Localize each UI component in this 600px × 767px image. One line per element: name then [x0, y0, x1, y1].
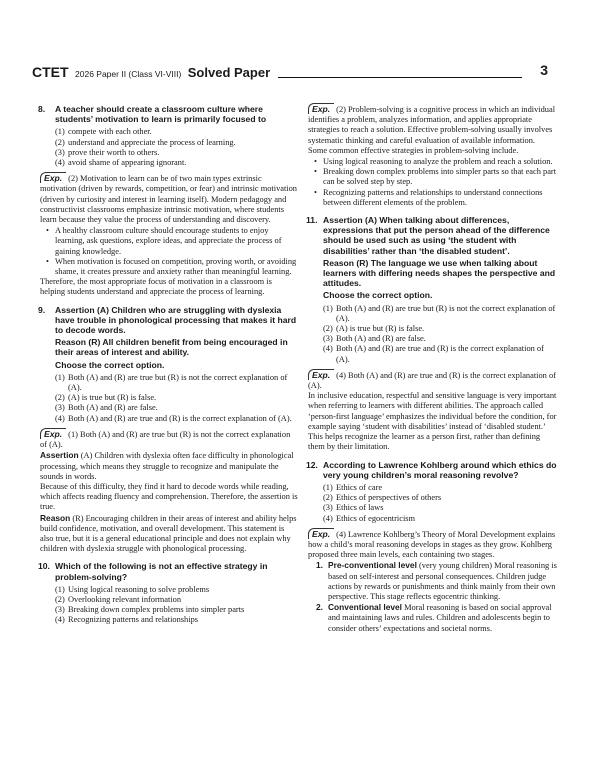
explanation-tag: Exp.	[308, 528, 334, 539]
level-number: 2.	[316, 602, 323, 613]
explanation-conclusion: Therefore, the most appropriate focus of motivation in a classroom is helping students understand and appreciate the process of learning.	[40, 277, 272, 297]
question-number: 11.	[306, 215, 318, 226]
explanation-tag: Exp.	[308, 103, 334, 114]
option-text: Both (A) and (R) are false.	[68, 403, 158, 413]
question-8	[38, 104, 298, 298]
option-item	[55, 403, 298, 413]
option-text: Using logical reasoning to solve problems	[68, 584, 210, 594]
question-11	[306, 215, 558, 452]
left-column	[38, 104, 298, 626]
question-10	[38, 561, 298, 625]
option-item	[55, 605, 298, 615]
options-list	[38, 373, 298, 424]
page-number: 3	[540, 62, 548, 78]
option-label: (1)	[55, 372, 65, 382]
option-label: (1)	[323, 303, 333, 313]
assertion-more: Because of this difficulty, they find it hard to decode words while reading, which affects reading fluency and comprehension. Therefore, the assertion is true.	[40, 481, 298, 512]
question-number: 10.	[38, 561, 50, 572]
option-item	[55, 148, 298, 158]
option-text: Overlooking relevant information	[68, 594, 182, 604]
option-label: (4)	[55, 615, 65, 625]
explanation-tag: Exp.	[40, 428, 66, 439]
question-number: 9.	[38, 304, 46, 315]
option-label: (3)	[55, 605, 65, 615]
explanation	[38, 429, 298, 554]
level-label: Conventional level	[328, 602, 402, 613]
header-rule	[278, 77, 522, 78]
option-label: (2)	[55, 594, 65, 604]
option-text: Both (A) and (R) are true but (R) is not the correct explanation of (A).	[336, 303, 556, 323]
option-text: prove their worth to others.	[68, 147, 160, 157]
bullet-item	[308, 188, 558, 208]
question-text: A teacher should create a classroom culture where students’ motivation to learn is primarily focused to	[55, 104, 267, 125]
explanation	[38, 173, 298, 297]
option-item	[55, 615, 298, 625]
option-text: Ethics of laws	[336, 503, 384, 513]
option-text: Both (A) and (R) are true and (R) is the correct explanation of (A).	[336, 344, 544, 364]
explanation-text: (1) Both (A) and (R) are true but (R) is not the correct explanation of (A).	[40, 429, 291, 450]
option-item	[55, 158, 298, 168]
option-item	[55, 414, 298, 424]
question-9	[38, 305, 298, 555]
option-item	[323, 514, 558, 524]
option-label: (1)	[55, 584, 65, 594]
option-text: understand and appreciate the process of learning.	[68, 137, 236, 147]
level-text: (very young children) Moral reasoning is based on self-interest and personal consequences. Children judge actions by rewards or punishments and think mainly from their own perspective. This stage reflects egocentric thinking.	[328, 561, 557, 601]
bullet-icon: •	[46, 256, 49, 266]
option-text: Breaking down complex problems into simpler parts	[68, 605, 245, 615]
question-text: Assertion (A) Children who are struggling with dyslexia have trouble in phonological processing that makes it hard to decode words.	[55, 304, 297, 336]
question-12	[306, 460, 558, 634]
bullet-item	[308, 157, 558, 167]
option-item	[55, 127, 298, 137]
option-item	[323, 344, 558, 364]
option-label: (2)	[55, 137, 65, 147]
option-label: (3)	[323, 503, 333, 513]
option-text: Recognizing patterns and relationships	[68, 615, 199, 625]
explanation	[306, 370, 558, 453]
reason-text: (R) Encouraging children in their areas of interest and ability helps build confidence, motivation, and overall development. This statement is also true, but it is a general educational principle and does not explain why children with dyslexia struggle with phonological processing.	[40, 513, 297, 554]
header-brand: CTET	[32, 64, 69, 80]
explanation-text: (2) Motivation to learn can be of two main types extrinsic motivation (driven by rewards, competition, or fear) and intrinsic motivation (driven by curiosity and interest in learning itself). Modern pedagogy and constructivist classrooms emphasize intrinsic motivation, where students learn because they value the process of understanding and discovery.	[40, 174, 297, 225]
option-item	[55, 373, 298, 393]
levels-list	[308, 560, 558, 633]
option-label: (1)	[323, 482, 333, 492]
option-label: (2)	[55, 393, 65, 403]
option-text: avoid shame of appearing ignorant.	[68, 158, 187, 168]
option-label: (4)	[323, 344, 333, 354]
option-text: Both (A) and (R) are true and (R) is the correct explanation of (A).	[68, 413, 292, 423]
assertion-label: Assertion	[40, 450, 79, 461]
option-item	[323, 334, 558, 344]
option-label: (4)	[55, 158, 65, 168]
explanation-intro: Some common effective strategies in problem-solving include.	[308, 145, 519, 155]
bullet-text: A healthy classroom culture should encourage students to enjoy learning, ask questions, explore ideas, and appreciate the process of gaining knowledge.	[55, 226, 282, 256]
bullet-item	[40, 257, 298, 277]
level-item	[308, 602, 558, 634]
right-column	[306, 104, 558, 634]
option-item	[55, 595, 298, 605]
explanation-text: (2) Problem-solving is a cognitive process in which an individual identifies a problem, analyzes information, and applies appropriate strategies to reach a solution. Effective problem-solving usually involves systematic thinking and careful evaluation of available information.	[308, 105, 556, 145]
bullet-icon: •	[314, 187, 317, 197]
bullet-text: When motivation is focused on competition, proving worth, or avoiding shame, it creates pressure and anxiety rather than meaningful learning.	[55, 256, 297, 277]
option-text: Ethics of care	[336, 482, 383, 492]
question-reason: Reason (R) The language we use when talking about learners with differing needs shapes the perspective and attitudes.	[323, 257, 556, 289]
option-text: Ethics of egocentricism	[336, 513, 416, 523]
option-item	[323, 304, 558, 324]
option-item	[55, 585, 298, 595]
option-label: (3)	[323, 334, 333, 344]
header-title: Solved Paper	[187, 65, 271, 80]
options-list	[306, 483, 558, 524]
option-label: (3)	[55, 147, 65, 157]
header-subtitle: 2026 Paper II (Class VI-VIII)	[75, 69, 182, 79]
option-text: (A) is true but (R) is false.	[336, 324, 425, 334]
level-label: Pre-conventional level	[328, 560, 417, 571]
option-item	[323, 483, 558, 493]
assertion-text: (A) Children with dyslexia often face difficulty in phonological processing, which means they struggle to recognize and manipulate the sounds in words.	[40, 451, 294, 481]
option-item	[323, 324, 558, 334]
explanation-tag: Exp.	[40, 172, 66, 183]
bullet-list	[40, 226, 298, 277]
level-number: 1.	[316, 560, 323, 571]
option-label: (2)	[323, 493, 333, 503]
option-text: Both (A) and (R) are false.	[336, 334, 426, 344]
bullet-icon: •	[46, 226, 49, 236]
option-item	[323, 503, 558, 513]
option-text: (A) is true but (R) is false.	[68, 393, 157, 403]
explanation-text: (4) Lawrence Kohlberg’s Theory of Moral Development explains how a child’s moral reasoning develops in stages as they grow. Kohlberg proposed three main levels, each containing two stages.	[308, 529, 556, 560]
explanation	[306, 529, 558, 634]
option-label: (2)	[323, 324, 333, 334]
page-header	[32, 64, 548, 80]
bullet-list	[308, 157, 558, 208]
explanation-text: (4) Both (A) and (R) are true and (R) is the correct explanation of (A).	[308, 370, 556, 391]
reason-label: Reason	[40, 512, 71, 523]
level-text: Moral reasoning is based on social approval and maintaining laws and rules. Children and adolescents begin to consider others’ expectations and societal norms.	[328, 603, 552, 633]
option-item	[55, 138, 298, 148]
bullet-icon: •	[314, 157, 317, 167]
option-label: (3)	[55, 403, 65, 413]
bullet-icon: •	[314, 167, 317, 177]
option-label: (4)	[323, 513, 333, 523]
option-text: compete with each other.	[68, 127, 152, 137]
option-item	[55, 393, 298, 403]
level-item	[308, 560, 558, 602]
options-list	[38, 585, 298, 626]
bullet-item	[40, 226, 298, 257]
bullet-text: Breaking down complex problems into simpler parts so that each part can be solved step by step.	[323, 167, 557, 187]
bullet-text: Recognizing patterns and relationships to understand connections between different elements of the problem.	[323, 187, 543, 207]
bullet-item	[308, 167, 558, 187]
question-number: 8.	[38, 104, 46, 114]
explanation	[306, 104, 558, 208]
question-reason: Reason (R) All children benefit from being encouraged in their areas of interest and ability.	[55, 337, 288, 358]
question-number: 12.	[306, 459, 318, 470]
options-list	[38, 127, 298, 168]
question-text: According to Lawrence Kohlberg around which ethics do very young children’s moral reasoning revolve?	[323, 459, 557, 480]
question-text: Which of the following is not an effective strategy in problem-solving?	[55, 561, 268, 582]
question-instruction: Choose the correct option.	[55, 359, 165, 370]
option-text: Both (A) and (R) are true but (R) is not the correct explanation of (A).	[68, 372, 288, 393]
option-item	[323, 493, 558, 503]
question-instruction: Choose the correct option.	[323, 290, 433, 301]
header-title-group	[32, 64, 270, 82]
explanation-tag: Exp.	[308, 369, 334, 380]
option-text: Ethics of perspectives of others	[336, 493, 442, 503]
options-list	[306, 304, 558, 365]
question-text: Assertion (A) When talking about differences, expressions that put the person ahead of the difference should be used such as using ‘the student with disabilities’ rather than ‘the disabled student’.	[323, 215, 550, 256]
option-label: (1)	[55, 127, 65, 137]
option-label: (4)	[55, 413, 65, 423]
explanation-more: In inclusive education, respectful and sensitive language is very important when referring to learners with different abilities. The approach called ‘person-first language’ emphasizes the individual before the condition, for example saying ‘student with disabilities’ instead of ‘disabled student.’ This helps recognize the learner as a person first, rather than defining them by their limitation.	[308, 391, 557, 452]
bullet-text: Using logical reasoning to analyze the problem and reach a solution.	[323, 157, 553, 167]
